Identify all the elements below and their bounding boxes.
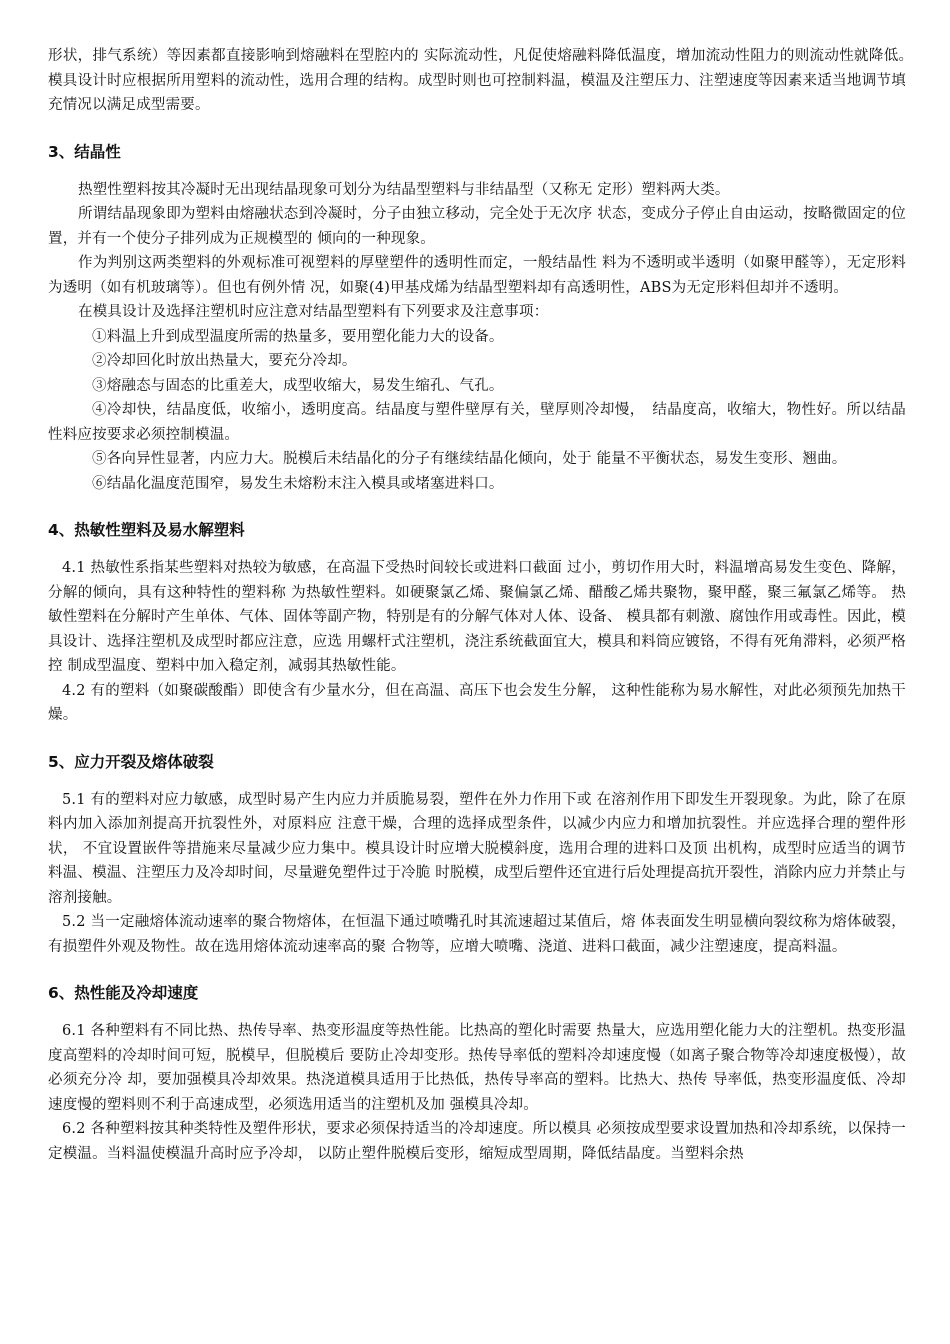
list-item: ③熔融态与固态的比重差大，成型收缩大，易发生缩孔、气孔。 (92, 377, 504, 394)
crystallinity-paragraph-2: 所谓结晶现象即为塑料由熔融状态到冷凝时，分子由独立移动，完全处于无次序 状态，变成分子停止自由运动，按略微固定的位置，并有一个使分子排列成为正规模型的 倾向的一种现象。 (48, 206, 907, 247)
stress-cracking-paragraph-1: 5.1 有的塑料对应力敏感，成型时易产生内应力并质脆易裂，塑件在外力作用下或 在溶剂作用下即发生开裂现象。为此，除了在原料内加入添加剂提高开抗裂性外，对原料应 注意干燥，合理的选择成型条件，以减少内应力和增加抗裂性。并应选择合理的塑件形状， 不宜设置嵌件等措施来尽量减少应力集中。模具设计时应增大脱模斜度，选用合理的进料口及顶 出机构，成型时应适当的调节料温、模温、注塑压力及冷却时间，尽量避免塑件过于冷脆 时脱模，成型后塑件还宜进行后处理提高抗开裂性，消除内应力并禁止与溶剂接触。 (48, 791, 906, 906)
document-page (48, 44, 936, 1166)
crystallinity-paragraph-3: 作为判别这两类塑料的外观标准可视塑料的厚壁塑件的透明性而定，一般结晶性 料为不透明或半透明（如聚甲醛等），无定形料为透明（如有机玻璃等）。但也有例外情 况，如聚(4)甲基戍烯为结晶型塑料却有高透明性，ABS为无定形料但却并不透明。 (48, 255, 906, 296)
crystallinity-paragraph-4: 在模具设计及选择注塑机时应注意对结晶型塑料有下列要求及注意事项： (78, 304, 549, 320)
section-heading-stress-cracking: 5、应力开裂及熔体破裂 (48, 752, 214, 771)
crystallinity-paragraph-1: 热塑性塑料按其冷凝时无出现结晶现象可划分为结晶型塑料与非结晶型（又称无 定形）塑料两大类。 (78, 181, 730, 198)
section-heading-thermal: 6、热性能及冷却速度 (48, 984, 199, 1002)
list-item: ①料温上升到成型温度所需的热量多，要用塑化能力大的设备。 (92, 328, 504, 345)
list-item: ④冷却快，结晶度低，收缩小，透明度高。结晶度与塑件壁厚有关，壁厚则冷却慢， 结晶度高，收缩大，物性好。所以结晶性料应按要求必须控制模温。 (48, 402, 906, 443)
section-heading-crystallinity: 3、结晶性 (48, 142, 121, 161)
intro-paragraph: 形状，排气系统）等因素都直接影响到熔融料在型腔内的 实际流动性，凡促使熔融料降低温度，增加流动性阻力的则流动性就降低。 模具设计时应根据所用塑料的流动性，选用合理的结构。成型时则也可控制料温，模温及注塑压力、注塑速度等因素来适当地调节填充情况以满足成型需要。 (48, 48, 936, 113)
list-item: ⑥结晶化温度范围窄，易发生未熔粉末注入模具或堵塞进料口。 (92, 475, 504, 492)
list-item: ②冷却回化时放出热量大，要充分冷却。 (92, 353, 357, 369)
section-heading-heat-sensitive: 4、热敏性塑料及易水解塑料 (48, 521, 245, 539)
thermal-paragraph-1: 6.1 各种塑料有不同比热、热传导率、热变形温度等热性能。比热高的塑化时需要 热量大，应选用塑化能力大的注塑机。热变形温度高塑料的冷却时间可短，脱模早，但脱模后 要防止冷却变形。热传导率低的塑料冷却速度慢（如离子聚合物等冷却速度极慢），故必须充分冷 却，要加强模具冷却效果。热浇道模具适用于比热低，热传导率高的塑料。比热大、热传 导率低，热变形温度低、冷却速度慢的塑料则不利于高速成型，必须选用适当的注塑机及加 强模具冷却。 (48, 1023, 906, 1113)
heat-sensitive-paragraph-2: 4.2 有的塑料（如聚碳酸酯）即使含有少量水分，但在高温、高压下也会发生分解， 这种性能称为易水解性，对此必须预先加热干燥。 (48, 682, 906, 723)
heat-sensitive-paragraph-1: 4.1 热敏性系指某些塑料对热较为敏感，在高温下受热时间较长或进料口截面 过小，剪切作用大时，料温增高易发生变色、降解，分解的倾向，具有这种特性的塑料称 为热敏性塑料。如硬聚氯乙烯、聚偏氯乙烯、醋酸乙烯共聚物，聚甲醛，聚三氟氯乙烯等。 热敏性塑料在分解时产生单体、气体、固体等副产物，特别是有的分解气体对人体、设备、 模具都有刺激、腐蚀作用或毒性。因此，模具设计、选择注塑机及成型时都应注意，应选 用螺杆式注塑机，浇注系统截面宜大，模具和料筒应镀铬，不得有死角滞料，必须严格控 制成型温度、塑料中加入稳定剂，减弱其热敏性能。 (48, 560, 906, 674)
list-item: ⑤各向异性显著，内应力大。脱模后未结晶化的分子有继续结晶化倾向，处于 能量不平衡状态，易发生变形、翘曲。 (92, 451, 847, 467)
stress-cracking-paragraph-2: 5.2 当一定融熔体流动速率的聚合物熔体，在恒温下通过喷嘴孔时其流速超过某值后，熔 体表面发生明显横向裂纹称为熔体破裂，有损塑件外观及物性。故在选用熔体流动速率高的聚 合物等，应增大喷嘴、浇道、进料口截面，减少注塑速度，提高料温。 (48, 914, 906, 955)
thermal-paragraph-2: 6.2 各种塑料按其种类特性及塑件形状，要求必须保持适当的冷却速度。所以模具 必须按成型要求设置加热和冷却系统，以保持一定模温。当料温使模温升高时应予冷却， 以防止塑件脱模后变形，缩短成型周期，降低结晶度。当塑料余热 (48, 1121, 906, 1162)
